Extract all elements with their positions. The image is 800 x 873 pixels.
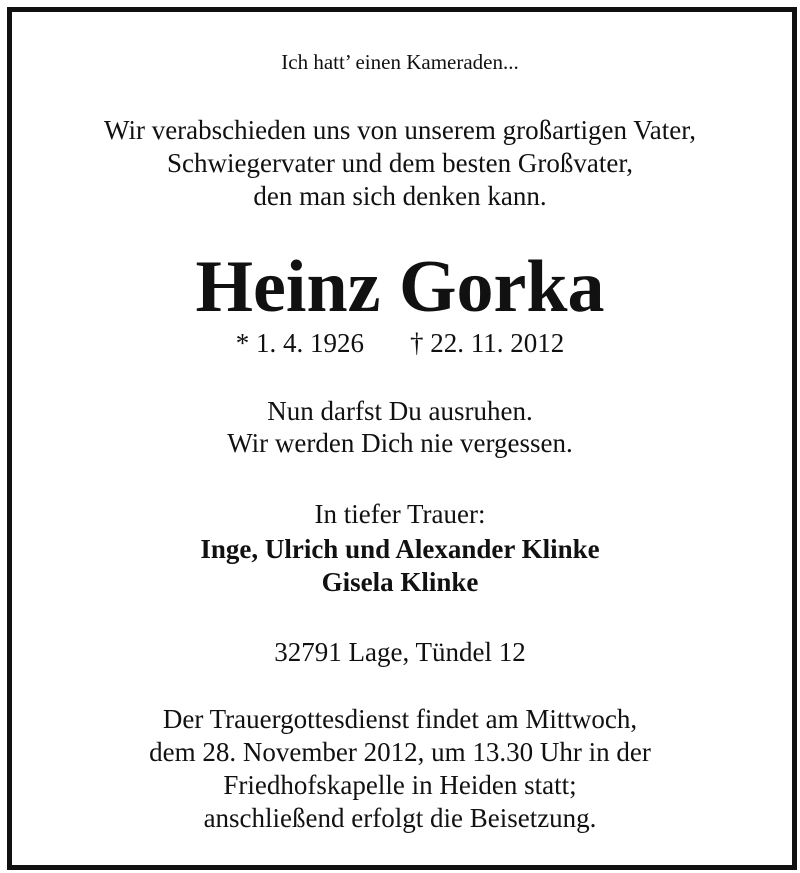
verse-line: Nun darfst Du ausruhen.	[267, 396, 533, 426]
service-info-line: Friedhofskapelle in Heiden statt;	[223, 770, 577, 800]
mourner-name: Gisela Klinke	[321, 567, 479, 597]
service-info-line: Der Trauergottesdienst findet am Mittwoch,	[162, 704, 638, 734]
intro-line: Wir verabschieden uns von unserem großartigen Vater,	[104, 115, 696, 145]
verse-line: Wir werden Dich nie vergessen.	[227, 428, 573, 458]
intro-line: Schwiegervater und dem besten Großvater,	[166, 148, 633, 178]
mourner-name: Inge, Ulrich und Alexander Klinke	[200, 534, 600, 564]
deceased-name: Heinz Gorka	[195, 246, 605, 328]
death-date: † 22. 11. 2012	[410, 328, 565, 358]
intro-line: den man sich denken kann.	[253, 181, 547, 211]
life-dates	[0, 330, 800, 357]
birth-date: * 1. 4. 1926	[235, 328, 364, 358]
service-info-line: dem 28. November 2012, um 13.30 Uhr in der	[149, 737, 651, 767]
motto-line: Ich hatt’ einen Kameraden...	[281, 50, 519, 74]
mourning-label: In tiefer Trauer:	[314, 499, 486, 529]
service-info-line: anschließend erfolgt die Beisetzung.	[203, 803, 597, 833]
address-line: 32791 Lage, Tündel 12	[274, 637, 526, 667]
